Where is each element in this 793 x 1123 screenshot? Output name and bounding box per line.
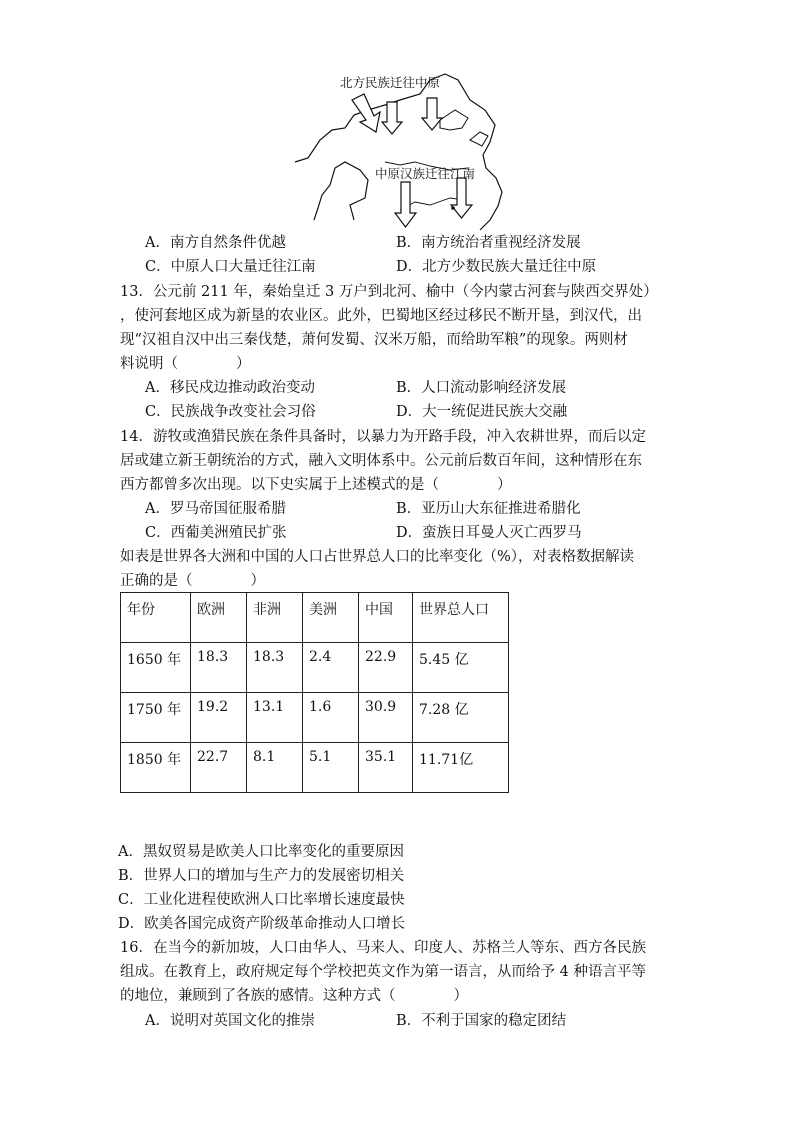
table-cell: 7.28 亿: [413, 693, 509, 743]
table-cell: 30.9: [359, 693, 413, 743]
arrow-3: [422, 98, 442, 130]
q15-line-2: 正确的是（ ）: [120, 573, 265, 589]
table-row: [121, 643, 509, 693]
arrow-2: [382, 102, 402, 134]
q12-option-a: A．南方自然条件优越: [145, 235, 286, 251]
q13-line-3: 现“汉祖自汉中出三秦伐楚，萧何发蜀、汉米万船，而给助军粮”的现象。两则材: [120, 332, 628, 348]
table-header-row: [121, 593, 509, 643]
north-arrows: [352, 94, 442, 134]
q16-line-3: 的地位，兼顾到了各族的感情。这种方式（ ）: [120, 988, 468, 1004]
q16-line-1: 16．在当今的新加坡，人口由华人、马来人、印度人、苏格兰人等东、西方各民族: [120, 940, 646, 956]
q14-option-b: B．亚历山大东征推进希腊化: [396, 501, 581, 517]
table-cell: 5.45 亿: [413, 643, 509, 693]
table-cell: 5.1: [303, 743, 359, 793]
q12-option-d: D．北方少数民族大量迁往中原: [396, 259, 597, 275]
q16-option-b: B．不利于国家的稳定团结: [396, 1013, 567, 1029]
table-cell: 22.7: [191, 743, 247, 793]
q15-option-c: C．工业化进程使欧洲人口比率增长速度最快: [118, 892, 405, 908]
q13-option-d: D．大一统促进民族大交融: [396, 404, 568, 420]
table-cell: 35.1: [359, 743, 413, 793]
table-header-cell: 世界总人口: [413, 593, 509, 643]
q13-option-c: C．民族战争改变社会习俗: [145, 404, 316, 420]
table-header-cell: 美洲: [303, 593, 359, 643]
q12-option-b: B．南方统治者重视经济发展: [396, 235, 581, 251]
q15-option-b: B．世界人口的增加与生产力的发展密切相关: [118, 868, 405, 884]
table-cell: 13.1: [247, 693, 303, 743]
q13-line-2: ，使河套地区成为新垦的农业区。此外，巴蜀地区经过移民不断开垦，到汉代，出: [120, 308, 642, 324]
q12-option-c: C．中原人口大量迁往江南: [145, 259, 316, 275]
map-dot: [451, 206, 455, 210]
table-cell: 18.3: [247, 643, 303, 693]
table-cell: 19.2: [191, 693, 247, 743]
arrow-4: [395, 182, 416, 227]
table-cell: 1650 年: [121, 643, 191, 693]
q13-line-1: 13．公元前 211 年，秦始皇迁 3 万户到北河、榆中（今内蒙古河套与陕西交界处）: [120, 284, 658, 300]
population-table: [120, 592, 509, 793]
map-label-south: 中原汉族迁往江南: [375, 166, 476, 181]
q14-option-a: A．罗马帝国征服希腊: [145, 501, 286, 517]
q15-line-1: 如表是世界各大洲和中国的人口占世界总人口的比率变化（%），对表格数据解读: [120, 549, 635, 565]
table-cell: 1.6: [303, 693, 359, 743]
q14-line-2: 居或建立新王朝统治的方式，融入文明体系中。公元前后数百年间，这种情形在东: [120, 453, 642, 469]
table-cell: 2.4: [303, 643, 359, 693]
q15-option-d: D．欧美各国完成资产阶级革命推动人口增长: [118, 916, 406, 932]
q14-line-1: 14．游牧或渔猎民族在条件具备时，以暴力为开路手段，冲入农耕世界，而后以定: [120, 429, 646, 445]
migration-map: [290, 70, 515, 235]
map-coast-east: [470, 132, 488, 146]
q15-option-a: A．黑奴贸易是欧美人口比率变化的重要原因: [118, 844, 404, 860]
south-arrows: [395, 178, 472, 227]
table-cell: 8.1: [247, 743, 303, 793]
table-header-cell: 年份: [121, 593, 191, 643]
q14-option-c: C．西葡美洲殖民扩张: [145, 525, 287, 541]
q13-option-a: A．移民戍边推动政治变动: [145, 380, 315, 396]
table-cell: 22.9: [359, 643, 413, 693]
table-header-cell: 非洲: [247, 593, 303, 643]
table-header-cell: 中国: [359, 593, 413, 643]
map-coast-north: [440, 110, 468, 130]
arrow-5: [451, 178, 472, 218]
table-cell: 1850 年: [121, 743, 191, 793]
table-cell: 18.3: [191, 643, 247, 693]
q14-option-d: D．蛮族日耳曼人灭亡西罗马: [396, 525, 582, 541]
q14-line-3: 西方都曾多次出现。以下史实属于上述模式的是（ ）: [120, 477, 512, 493]
q16-line-2: 组成。在教育上，政府规定每个学校把英文作为第一语言，从而给予 4 种语言平等: [120, 964, 646, 980]
q13-option-b: B．人口流动影响经济发展: [396, 380, 567, 396]
arrow-1: [352, 94, 380, 132]
table-row: [121, 693, 509, 743]
table-row: [121, 743, 509, 793]
table-cell: 11.71亿: [413, 743, 509, 793]
map-label-north: 北方民族迁往中原: [340, 75, 441, 90]
q13-line-4: 料说明（ ）: [120, 356, 251, 372]
table-cell: 1750 年: [121, 693, 191, 743]
q16-option-a: A．说明对英国文化的推崇: [145, 1013, 315, 1029]
table-header-cell: 欧洲: [191, 593, 247, 643]
